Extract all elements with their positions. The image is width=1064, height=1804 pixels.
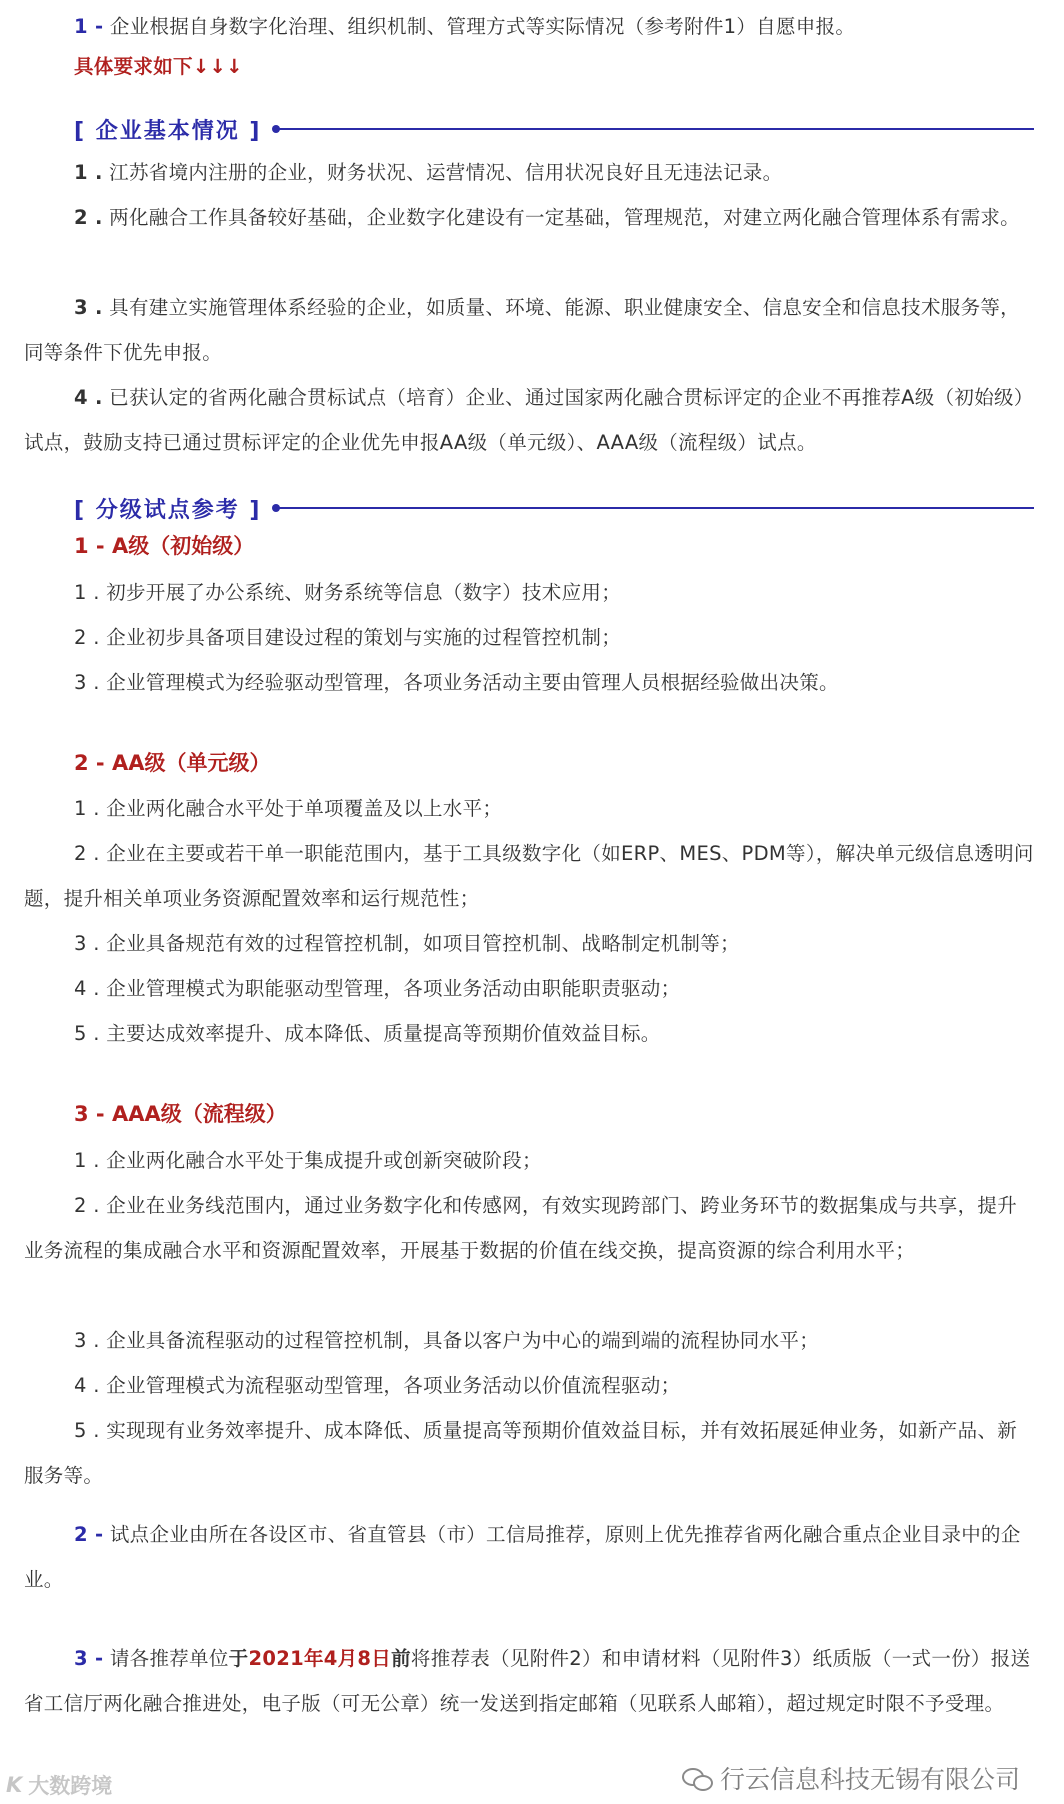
point-3-paragraph (24, 1636, 1034, 1726)
level-aaa-item-4: 4 . 企业管理模式为流程驱动型管理，各项业务活动以价值流程驱动； (74, 1374, 681, 1397)
point-3-number: 3 - (74, 1647, 104, 1670)
requirements-line (24, 44, 1034, 89)
level-aaa-item-1: 1 . 企业两化融合水平处于集成提升或创新突破阶段； (74, 1149, 542, 1172)
level-aa-item-4: 4 . 企业管理模式为职能驱动型管理，各项业务活动由职能职责驱动； (74, 977, 681, 1000)
requirements-label: 具体要求如下 (74, 55, 193, 78)
level-a-item-2: 2 . 企业初步具备项目建设过程的策划与实施的过程管控机制； (74, 626, 622, 649)
intro-paragraph (24, 4, 1034, 49)
point-2-number: 2 - (74, 1523, 104, 1546)
level-aa-heading: 2 - AA级（单元级） (74, 751, 271, 775)
level-aaa-item-5: 5 . 实现现有业务效率提升、成本降低、质量提高等预期价值效益目标，并有效拓展延伸业务，如新产品、新服务等。 (24, 1419, 1018, 1487)
company-name: 行云信息科技无锡有限公司 (719, 1765, 1020, 1794)
basic-item-text: 已获认定的省两化融合贯标试点（培育）企业、通过国家两化融合贯标评定的企业不再推荐A级（初始级）试点，鼓励支持已通过贯标评定的企业优先申报AA级（单元级）、AAA级（流程级）试点。 (24, 386, 1034, 454)
level-aaa-heading: 3 - AAA级（流程级） (74, 1102, 287, 1126)
basic-item-number: 2 . (74, 206, 103, 229)
level-aa-item-1: 1 . 企业两化融合水平处于单项覆盖及以上水平； (74, 797, 503, 820)
level-aa-item-3: 3 . 企业具备规范有效的过程管控机制，如项目管控机制、战略制定机制等； (74, 932, 740, 955)
basic-item-1 (24, 150, 1034, 195)
level-aa-item-2: 2 . 企业在主要或若干单一职能范围内，基于工具级数字化（如ERP、MES、PDM等），解决单元级信息透明问题，提升相关单项业务资源配置效率和运行规范性； (24, 842, 1034, 910)
basic-item-text: 江苏省境内注册的企业，财务状况、运营情况、信用状况良好且无违法记录。 (102, 161, 783, 184)
wechat-icon (682, 1766, 712, 1790)
section-divider (275, 507, 1034, 509)
level-a-item-3: 3 . 企业管理模式为经验驱动型管理，各项业务活动主要由管理人员根据经验做出决策。 (74, 671, 839, 694)
level-aaa-item-3: 3 . 企业具备流程驱动的过程管控机制，具备以客户为中心的端到端的流程协同水平； (74, 1329, 820, 1352)
section-header-levels (74, 488, 1034, 528)
company-watermark (682, 1760, 1020, 1796)
point-2-text: 试点企业由所在各设区市、省直管县（市）工信局推荐，原则上优先推荐省两化融合重点企业目录中的企业。 (24, 1523, 1021, 1591)
section-title-basic: [ 企业基本情况 ] (74, 118, 262, 144)
basic-item-number: 3 . (74, 296, 103, 319)
corner-logo-text: 大数跨境 (28, 1774, 113, 1798)
point-3-bold-qian: 前 (391, 1647, 411, 1670)
point-2-paragraph (24, 1512, 1034, 1602)
basic-item-text: 具有建立实施管理体系经验的企业，如质量、环境、能源、职业健康安全、信息安全和信息技术服务等，同等条件下优先申报。 (24, 296, 1020, 364)
point-3-text-pre: 请各推荐单位 (103, 1647, 229, 1670)
level-aaa-item-2: 2 . 企业在业务线范围内，通过业务数字化和传感网，有效实现跨部门、跨业务环节的数据集成与共享，提升业务流程的集成融合水平和资源配置效率，开展基于数据的价值在线交换，提高资源的综合利用水平； (24, 1194, 1018, 1262)
basic-item-number: 1 . (74, 161, 103, 184)
basic-item-2 (24, 195, 1034, 240)
point-3-text-post: 将推荐表（见附件2）和申请材料（见附件3）纸质版（一式一份）报送省工信厅两化融合推进处，电子版（可无公章）统一发送到指定邮箱（见联系人邮箱），超过规定时限不予受理。 (24, 1647, 1031, 1715)
basic-item-text: 两化融合工作具备较好基础，企业数字化建设有一定基础，管理规范，对建立两化融合管理体系有需求。 (102, 206, 1020, 229)
section-title-levels: [ 分级试点参考 ] (74, 497, 262, 523)
basic-item-number: 4 . (74, 386, 103, 409)
intro-number: 1 - (74, 15, 104, 38)
basic-item-3 (24, 285, 1034, 375)
point-3-bold-yu: 于 (228, 1647, 249, 1670)
basic-item-4 (24, 375, 1034, 465)
corner-logo-icon: K (6, 1773, 23, 1797)
corner-watermark (6, 1770, 112, 1800)
level-a-item-1: 1 . 初步开展了办公系统、财务系统等信息（数字）技术应用； (74, 581, 622, 604)
down-arrows-icon: ↓↓↓ (192, 55, 243, 78)
deadline-date: 2021年4月8日 (248, 1647, 392, 1670)
level-aa-item-5: 5 . 主要达成效率提升、成本降低、质量提高等预期价值效益目标。 (74, 1022, 661, 1045)
level-a-heading: 1 - A级（初始级） (74, 534, 255, 558)
section-header-basic (74, 109, 1034, 149)
intro-text: 企业根据自身数字化治理、组织机制、管理方式等实际情况（参考附件1）自愿申报。 (103, 15, 856, 38)
section-divider (275, 128, 1034, 130)
